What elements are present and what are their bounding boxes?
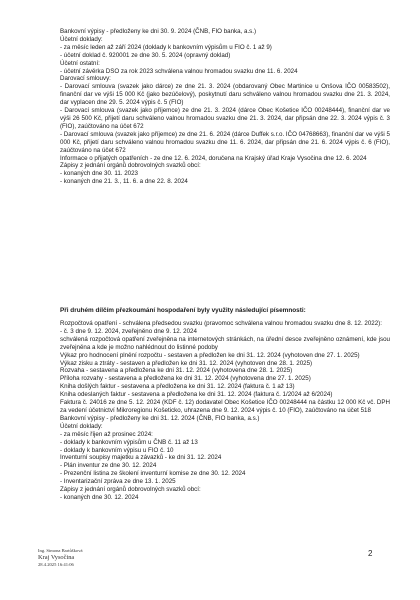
text-paragraph: - Darovací smlouva (svazek jako příjemce) ze dne 21. 6. 2024 (dárce Duffek s.r.o. IČO 04768663), finanční dar ve výši 5 000 Kč, přijetí daru schváleno valnou hromadou svazku dne 11. 6. 2024, dar připsán dne 21. 6. 2024 výpis č. 6 (FIO), zaúčtováno na účet 672 [60,130,390,154]
text-paragraph: Informace o přijatých opatřeních - ze dne 12. 6. 2024, doručena na Krajský úřad Kraje Vysočina dne 12. 6. 2024 [60,154,367,162]
text-line: Darovací smlouvy: [60,75,111,83]
text-line: Účetní doklady: [60,422,103,430]
text-line: - konaných dne 30. 12. 2024 [60,493,139,501]
text-line: Rozvaha - sestavena a předložena ke dni 31. 12. 2024 (vyhotovena dne 28. 1. 2025) [60,367,293,375]
text-line: - za měsíc říjen až prosinec 2024: [60,430,153,438]
text-paragraph: Rozpočtová opatření - schválena předsedou svazku (pravomoc schválena valnou hromadou svazku dne 8. 12. 2022): [60,320,382,327]
text-line: - konaných dne 21. 3., 11. 6. a dne 22. 8. 2024 [60,178,188,186]
text-line: Bankovní výpisy - předloženy ke dni 31. 12. 2024 (ČNB, FIO banka, a.s.) [60,414,260,422]
text-line: - Inventarizační zpráva ze dne 13. 1. 2025 [60,478,176,486]
text-paragraph: Výkaz pro hodnocení plnění rozpočtu - sestaven a předložen ke dni 31. 12. 2024 (vyhotoven dne 27. 1. 2025) [60,351,360,359]
text-paragraph: - Darovací smlouva (svazek jako dárce) ze dne 21. 3. 2024 (obdarovaný Obec Martinice u Onšova IČO 00583502), finanční dar ve výši 15 000 Kč (jako bezúčelový), poskytnutí daru schváleno valnou hromadou svazku dne 21. 3. 2024, dar vyplacen dne 29. 5. 2024 výpis č. 5 (FIO) [60,83,390,107]
text-line: Zápisy z jednání orgánů dobrovolných svazků obcí: [60,486,201,494]
text-line: Účetní doklady: [60,35,103,43]
signature-stamp [38,548,128,568]
text-line: - účetní doklad č. 920001 ze dne 30. 5. 2024 (opravný doklad) [60,51,231,59]
text-line: - doklady k bankovním výpisům u ČNB č. 11 až 13 [60,438,198,446]
text-paragraph: - Darovací smlouva (svazek jako příjemce) ze dne 21. 3. 2024 (dárce Obec Košetice IČO 00248444), finanční dar ve výši 26 500 Kč, přijetí daru schváleno valnou hromadou svazku dne 21. 3. 2024, dar připsán dne 22. 3. 2024 výpis č. 3 (FIO), zaúčtováno na účet 672 [60,107,390,130]
text-paragraph: schválená rozpočtová opatření zveřejněna na internetových stránkách, na úřední desce zveřejněno oznámení, kde jsou zveřejněna a kde je možno nahlédnout do listinné podoby [60,335,390,351]
reviewed-documents-continued [60,28,390,186]
section-heading: Při druhém dílčím přezkoumání hospodaření byly využity následující písemnosti: [60,307,306,314]
text-line: Kniha došlých faktur - sestavena a předložena ke dni 31. 12. 2024 (faktura č. 1 až 13) [60,383,295,391]
signer-organization: Kraj Vysočina [38,554,75,561]
text-line: - Prezenční listina ze školení inventurní komise ze dne 30. 12. 2024 [60,470,246,478]
text-paragraph: Kniha odeslaných faktur - sestavena a předložena ke dni 31. 12. 2024 (faktura č. 1/2024 až 6/2024) [60,391,333,399]
signature-timestamp: 28.4.2025 16:41:06 [38,562,74,567]
text-line: Inventurní soupisy majetku a závazků - ke dni 31. 12. 2024 [60,454,222,462]
text-line: Zápisy z jednání orgánů dobrovolných svazků obcí: [60,162,201,170]
page-number: 2 [368,549,373,558]
text-line: Účetní ostatní: [60,59,100,67]
text-line: - doklady k bankovním výpisu u FIO č. 10 [60,446,174,454]
text-line: - účetní závěrka DSO za rok 2023 schválena valnou hromadou svazku dne 11. 6. 2024 [60,67,298,75]
text-line: - Plán inventur ze dne 30. 12. 2024 [60,462,157,470]
second-review-documents [60,320,390,502]
text-line: - konaných dne 30. 11. 2023 [60,170,138,178]
text-line: - č. 3 dne 9. 12. 2024, zveřejněno dne 9. 12. 2024 [60,327,197,335]
text-line: Bankovní výpisy - předloženy ke dni 30. 9. 2024 (ČNB, FIO banka, a.s.) [60,28,257,35]
text-line: Příloha rozvahy - sestavena a předložena ke dni 31. 12. 2024 (vyhotovena dne 27. 1. 2025) [60,375,311,383]
signer-name: Ing. Simona Bartůšková [38,548,83,553]
text-paragraph: Faktura č. 24016 ze dne 5. 12. 2024 (KDF č. 12) dodavatel Obec Košetice IČO 00248444 na částku 12 000 Kč vč. DPH za vedení účetnictví Mikroregionu Košeticko, uhrazena dne 9. 12. 2024 výpis č. 10 (FIO), zaúčtováno na účet 518 [60,399,390,414]
text-line: Výkaz zisku a ztráty - sestaven a předložen ke dni 31. 12. 2024 (vyhotoven dne 28. 1. 2025) [60,359,313,367]
text-line: - za měsíc leden až září 2024 (doklady k bankovním výpisům u FIO č. 1 až 9) [60,43,272,51]
